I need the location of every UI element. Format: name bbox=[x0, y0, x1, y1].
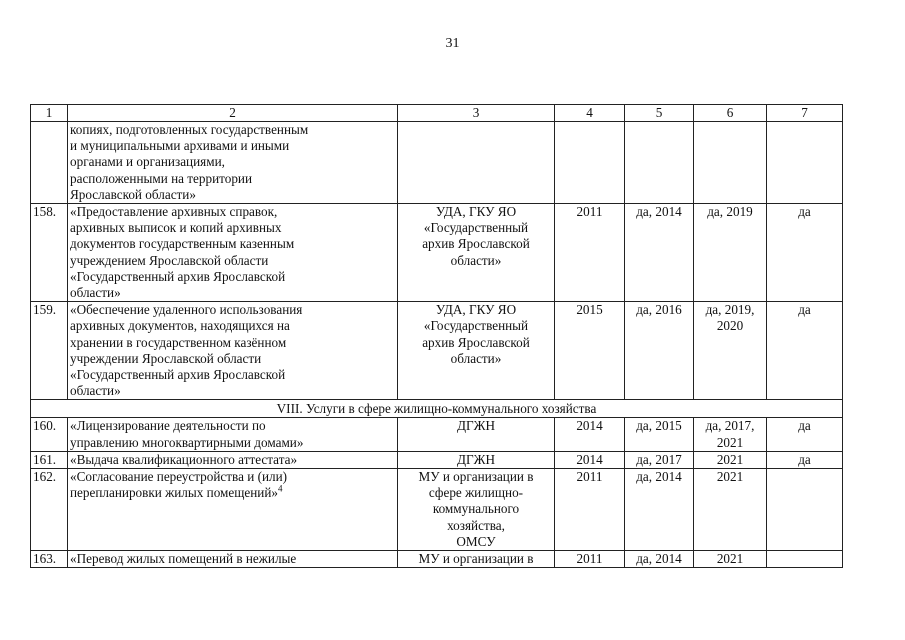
cell-line bbox=[70, 383, 395, 399]
flag-cell bbox=[767, 551, 843, 568]
cell-line-text: УДА, ГКУ ЯО bbox=[435, 302, 517, 318]
cell-line-text: 2021 bbox=[716, 551, 744, 567]
column-header: 2 bbox=[68, 105, 398, 122]
cell-line bbox=[400, 351, 552, 367]
cell-line-text: да, 2017, bbox=[705, 418, 755, 434]
status-cell: да, 2016 bbox=[625, 302, 694, 400]
column-header: 6 bbox=[694, 105, 767, 122]
table-row bbox=[31, 204, 843, 302]
cell-line bbox=[70, 367, 395, 383]
cell-line bbox=[696, 318, 764, 334]
cell-line-text: области» bbox=[70, 383, 121, 399]
status-cell bbox=[694, 302, 767, 400]
row-number: 163. bbox=[31, 551, 68, 568]
cell-line-text: архивных документов, находящихся на bbox=[70, 318, 290, 334]
responsible-org bbox=[398, 469, 555, 551]
cell-line-text: области» bbox=[70, 285, 121, 301]
page-number: 31 bbox=[445, 36, 460, 51]
cell-line bbox=[400, 236, 552, 252]
cell-line bbox=[70, 253, 395, 269]
cell-line bbox=[70, 154, 395, 170]
year-cell: 2011 bbox=[555, 551, 625, 568]
status-cell bbox=[694, 551, 767, 568]
cell-line-text: копиях, подготовленных государственным bbox=[70, 122, 309, 137]
table-row bbox=[31, 418, 843, 451]
service-name bbox=[68, 551, 398, 568]
cell-line bbox=[70, 122, 395, 138]
status-cell bbox=[625, 122, 694, 204]
cell-line bbox=[70, 318, 395, 334]
row-number bbox=[31, 122, 68, 204]
flag-cell bbox=[767, 122, 843, 204]
cell-line bbox=[70, 452, 395, 468]
cell-line bbox=[70, 285, 395, 301]
year-cell: 2014 bbox=[555, 451, 625, 468]
cell-line-text: МУ и организации в bbox=[418, 551, 534, 567]
column-header: 3 bbox=[398, 105, 555, 122]
status-cell: да, 2014 bbox=[625, 551, 694, 568]
cell-line bbox=[70, 204, 395, 220]
cell-line bbox=[70, 351, 395, 367]
section-heading: VIII. Услуги в сфере жилищно-коммунального хозяйства bbox=[31, 400, 843, 418]
cell-line bbox=[696, 204, 764, 220]
cell-line-text: хранении в государственном казённом bbox=[70, 334, 287, 350]
service-name bbox=[68, 122, 398, 204]
responsible-org bbox=[398, 204, 555, 302]
cell-line-text: и муниципальными архивами и иными bbox=[70, 138, 290, 154]
cell-line bbox=[400, 551, 552, 567]
year-cell: 2015 bbox=[555, 302, 625, 400]
cell-line-text: архивных выписок и копий архивных bbox=[70, 220, 282, 236]
cell-line bbox=[696, 469, 764, 485]
row-number: 159. bbox=[31, 302, 68, 400]
cell-line bbox=[70, 171, 395, 187]
cell-line-text: ДГЖН bbox=[457, 451, 495, 467]
flag-cell: да bbox=[767, 451, 843, 468]
year-cell: 2014 bbox=[555, 418, 625, 451]
cell-line bbox=[696, 435, 764, 451]
service-name bbox=[68, 302, 398, 400]
services-table bbox=[30, 104, 843, 568]
cell-line bbox=[400, 302, 552, 318]
cell-line bbox=[696, 551, 764, 567]
service-name bbox=[68, 451, 398, 468]
cell-line-text: коммунального bbox=[432, 501, 520, 517]
cell-line bbox=[400, 335, 552, 351]
cell-line bbox=[696, 302, 764, 318]
cell-line bbox=[70, 269, 395, 285]
cell-line-text: «Государственный bbox=[423, 318, 529, 334]
row-number: 162. bbox=[31, 469, 68, 551]
footnote-marker: 4 bbox=[278, 483, 283, 494]
cell-line-text: «Государственный архив Ярославской bbox=[70, 268, 286, 284]
cell-line bbox=[70, 236, 395, 252]
status-cell: да, 2014 bbox=[625, 204, 694, 302]
cell-line bbox=[400, 534, 552, 550]
table-row bbox=[31, 122, 843, 204]
table-row bbox=[31, 551, 843, 568]
year-cell bbox=[555, 122, 625, 204]
year-cell: 2011 bbox=[555, 204, 625, 302]
flag-cell: да bbox=[767, 418, 843, 451]
status-cell bbox=[694, 122, 767, 204]
cell-line-text: да, 2019 bbox=[707, 204, 753, 220]
cell-line-text: области» bbox=[450, 350, 502, 366]
service-name bbox=[68, 204, 398, 302]
cell-line-text: документов государственным казенным bbox=[70, 236, 295, 252]
cell-line-text: «Предоставление архивных справок, bbox=[70, 204, 278, 220]
cell-line bbox=[696, 452, 764, 468]
year-cell: 2011 bbox=[555, 469, 625, 551]
responsible-org bbox=[398, 302, 555, 400]
cell-line-text: «Обеспечение удаленного использования bbox=[70, 302, 303, 318]
cell-line-text: УДА, ГКУ ЯО bbox=[435, 204, 517, 220]
responsible-org bbox=[398, 122, 555, 204]
status-cell: да, 2014 bbox=[625, 469, 694, 551]
cell-line bbox=[400, 220, 552, 236]
cell-line-text: области» bbox=[450, 252, 502, 268]
column-header: 1 bbox=[31, 105, 68, 122]
cell-line-text: органами и организациями, bbox=[70, 154, 225, 170]
table-row bbox=[31, 469, 843, 551]
row-number: 161. bbox=[31, 451, 68, 468]
cell-line-text: «Перевод жилых помещений в нежилые bbox=[70, 551, 297, 567]
cell-line-text: перепланировки жилых помещений» bbox=[70, 485, 279, 501]
responsible-org bbox=[398, 551, 555, 568]
column-header: 5 bbox=[625, 105, 694, 122]
cell-line bbox=[70, 418, 395, 434]
cell-line-text: «Государственный bbox=[423, 220, 529, 236]
cell-line-text: управлению многоквартирными домами» bbox=[70, 434, 304, 450]
cell-line bbox=[70, 302, 395, 318]
status-cell: да, 2017 bbox=[625, 451, 694, 468]
cell-line bbox=[400, 501, 552, 517]
cell-line bbox=[400, 469, 552, 485]
section-row bbox=[31, 400, 843, 418]
cell-line-text: архив Ярославской bbox=[422, 236, 530, 252]
cell-line bbox=[696, 418, 764, 434]
cell-line bbox=[400, 452, 552, 468]
cell-line-text: 2021 bbox=[716, 434, 744, 450]
cell-line-text: «Выдача квалификационного аттестата» bbox=[70, 451, 298, 467]
status-cell bbox=[694, 418, 767, 451]
table-row bbox=[31, 302, 843, 400]
cell-line-text: архив Ярославской bbox=[422, 334, 530, 350]
cell-line-text: хозяйства, bbox=[447, 517, 505, 533]
cell-line-text: 2021 bbox=[716, 469, 744, 485]
cell-line-text: расположенными на территории bbox=[70, 170, 253, 186]
cell-line bbox=[70, 138, 395, 154]
cell-line-text: ДГЖН bbox=[457, 418, 495, 434]
responsible-org bbox=[398, 451, 555, 468]
cell-line bbox=[400, 204, 552, 220]
service-name bbox=[68, 469, 398, 551]
cell-line-text: 2020 bbox=[716, 318, 744, 334]
status-cell bbox=[694, 204, 767, 302]
flag-cell bbox=[767, 469, 843, 551]
column-header: 4 bbox=[555, 105, 625, 122]
cell-line bbox=[400, 418, 552, 434]
cell-line bbox=[70, 220, 395, 236]
cell-line-text: «Лицензирование деятельности по bbox=[70, 418, 266, 434]
table-row bbox=[31, 451, 843, 468]
cell-line bbox=[70, 187, 395, 203]
cell-line-text: учреждении Ярославской области bbox=[70, 350, 262, 366]
cell-line-text: 2021 bbox=[716, 451, 744, 467]
cell-line-text: МУ и организации в bbox=[418, 469, 534, 485]
cell-line-text: «Согласование переустройства и (или) bbox=[70, 469, 288, 485]
cell-line bbox=[400, 318, 552, 334]
cell-line bbox=[70, 335, 395, 351]
cell-line bbox=[400, 253, 552, 269]
service-name bbox=[68, 418, 398, 451]
cell-line-text: да, 2019, bbox=[705, 302, 755, 318]
status-cell bbox=[694, 451, 767, 468]
cell-line bbox=[400, 518, 552, 534]
cell-line bbox=[70, 435, 395, 451]
cell-line bbox=[400, 485, 552, 501]
cell-line-text: «Государственный архив Ярославской bbox=[70, 367, 286, 383]
responsible-org bbox=[398, 418, 555, 451]
cell-line-text: сфере жилищно- bbox=[428, 485, 524, 501]
cell-line bbox=[70, 485, 395, 501]
column-header-row bbox=[31, 105, 843, 122]
cell-line bbox=[70, 551, 395, 567]
status-cell bbox=[694, 469, 767, 551]
cell-line-text: учреждением Ярославской области bbox=[70, 252, 269, 268]
status-cell: да, 2015 bbox=[625, 418, 694, 451]
cell-line bbox=[70, 469, 395, 485]
cell-line-text: ОМСУ bbox=[456, 533, 496, 549]
row-number: 160. bbox=[31, 418, 68, 451]
flag-cell: да bbox=[767, 302, 843, 400]
cell-line-text: Ярославской области» bbox=[70, 186, 196, 202]
row-number: 158. bbox=[31, 204, 68, 302]
column-header: 7 bbox=[767, 105, 843, 122]
flag-cell: да bbox=[767, 204, 843, 302]
